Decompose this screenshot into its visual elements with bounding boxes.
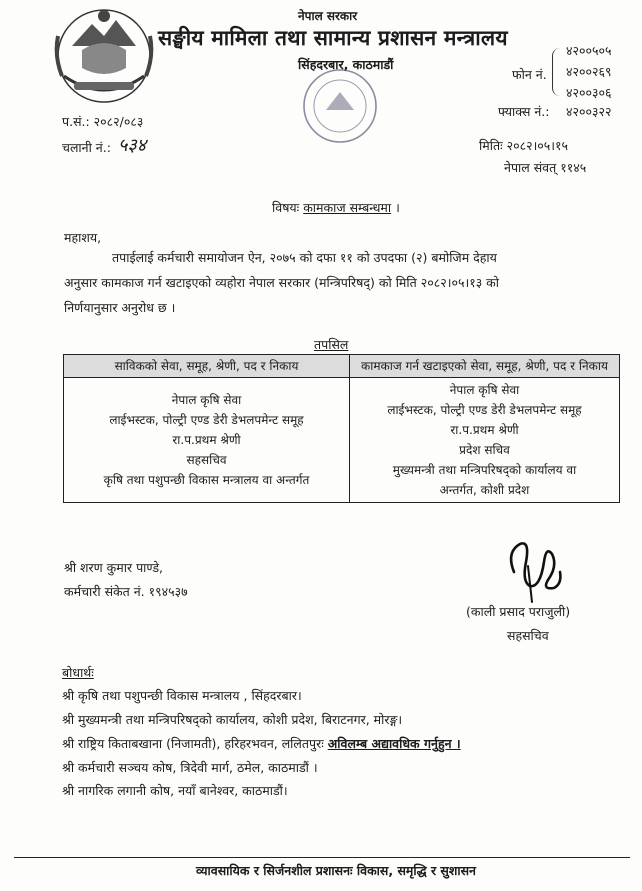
body-line-2: अनुसार कामकाज गर्न खटाइएको व्यहोरा नेपाल सरकार (मन्त्रिपरिषद्) को मिति २०८२।०५।१३ को [64, 275, 500, 290]
table-row [64, 378, 620, 503]
signatory-name: (काली प्रसाद पराजुली) [466, 604, 571, 619]
cc-item: श्री कृषि तथा पशुपन्छी विकास मन्त्रालय , सिंहदरबार। [62, 688, 302, 703]
table-caption: तपसिल [314, 337, 349, 352]
previous-line: रा.प.प्रथम श्रेणी [172, 433, 241, 447]
subject-label: विषयः [272, 200, 300, 215]
fax-number: ४२००३२२ [566, 104, 612, 119]
subject-line [272, 199, 400, 216]
table-header-previous: साविकको सेवा, समूह, श्रेणी, पद र निकाय [64, 355, 350, 378]
signature [500, 532, 570, 604]
phone-1: ४२००५०५ [566, 43, 612, 58]
recipient-employee-id: कर्मचारी संकेत नं. १९४५३७ [64, 584, 188, 599]
phone-2: ४२००२६९ [566, 64, 612, 79]
nepal-government-emblem [52, 6, 156, 106]
table-header-assigned: कामकाज गर्न खटाइएको सेवा, समूह, श्रेणी, पद र निकाय [350, 355, 620, 378]
table-header-row [64, 355, 620, 378]
cc-heading: बोधार्थः [62, 665, 94, 680]
body-line-1: तपाईलाई कर्मचारी समायोजन ऐन, २०७५ को दफा ११ को उपदफा (२) बमोजिम देहाय [112, 250, 497, 265]
tapsil-table [63, 354, 620, 503]
previous-line: सहसचिव [186, 453, 227, 467]
recipient-name: श्री शरण कुमार पाण्डे, [64, 560, 164, 575]
office-address: सिंहदरबार, काठमाडौं [298, 57, 394, 72]
assigned-line: प्रदेश सचिव [459, 443, 510, 457]
fax-label: फ्याक्स नं.: [498, 104, 550, 119]
previous-line: लाईभस्टक, पोल्ट्री एण्ड डेरी डेभलपमेन्ट समूह [109, 413, 304, 427]
phone-3: ४२००३०६ [566, 85, 612, 100]
footer-rule [14, 857, 630, 858]
assigned-line: मुख्यमन्त्री तथा मन्त्रिपरिषद्को कार्यालय वा [392, 463, 577, 477]
signatory-title: सहसचिव [507, 628, 549, 643]
previous-line: नेपाल कृषि सेवा [171, 393, 242, 407]
cc-item-text: श्री राष्ट्रिय किताबखाना (निजामती), हरिहरभवन, ललितपुरः [62, 736, 324, 751]
chalani-number: ५३४ [118, 135, 147, 156]
ministry-name: सङ्घीय मामिला तथा सामान्य प्रशासन मन्त्रालय [158, 26, 508, 50]
nepal-sambat: नेपाल संवत् ११४५ [504, 160, 587, 175]
assigned-line: नेपाल कृषि सेवा [449, 383, 520, 397]
body-line-3: निर्णयानुसार अनुरोध छ । [64, 300, 176, 315]
chalani-label: चलानी नं.: [62, 140, 111, 155]
salutation: महाशय, [64, 230, 102, 245]
footer-slogan: व्यावसायिक र सिर्जनशील प्रशासनः विकास, समृद्धि र सुशासन [196, 863, 476, 878]
cc-item: श्री कर्मचारी सञ्चय कोष, त्रिदेवी मार्ग, ठमेल, काठमाडौं । [62, 760, 318, 775]
assigned-line: अन्तर्गत, कोशी प्रदेश [439, 483, 530, 497]
cc-item: श्री मुख्यमन्त्री तथा मन्त्रिपरिषद्को कार्यालय, कोशी प्रदेश, बिराटनगर, मोरङ्ग। [62, 712, 403, 727]
phone-label: फोन नं. [512, 67, 547, 82]
office-stamp [296, 66, 384, 146]
subject-text: कामकाज सम्बन्धमा [303, 200, 392, 215]
cc-item [62, 735, 461, 752]
cc-item: श्री नागरिक लगानी कोष, नयाँ बानेश्वर, काठमाडौं। [62, 783, 288, 798]
government-name: नेपाल सरकार [298, 9, 358, 23]
assigned-line: रा.प.प्रथम श्रेणी [450, 423, 519, 437]
previous-line: कृषि तथा पशुपन्छी विकास मन्त्रालय वा अन्तर्गत [103, 473, 310, 487]
reference-ps: प.सं.: २०८२/०८३ [62, 114, 144, 129]
letter-date: मितिः २०८२।०५।१५ [479, 138, 569, 153]
subject-end: । [395, 200, 400, 215]
assigned-line: लाईभस्टक, पोल्ट्री एण्ड डेरी डेभलपमेन्ट समूह [387, 403, 582, 417]
table-cell-assigned [350, 378, 620, 503]
table-cell-previous [64, 378, 350, 503]
cc-item-instruction: अविलम्ब अद्यावधिक गर्नुहुन । [327, 736, 461, 751]
